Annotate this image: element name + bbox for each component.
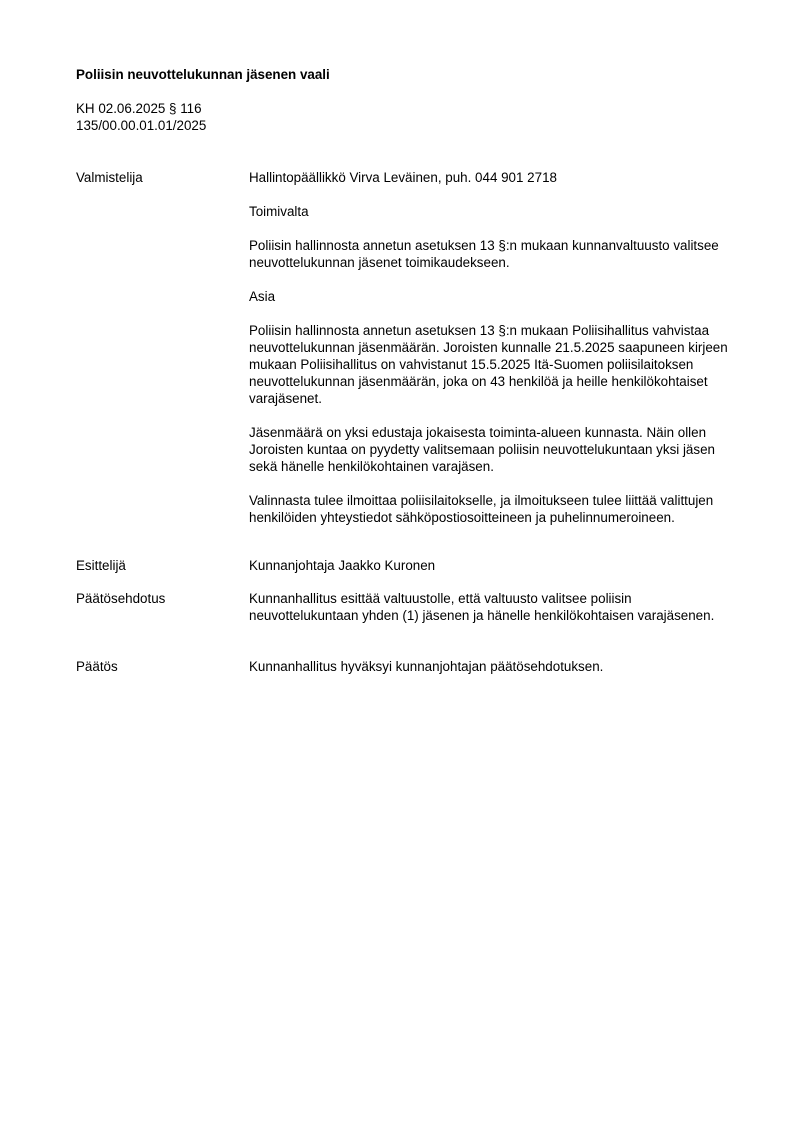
- content-paatosehdotus: [249, 590, 734, 624]
- asia-paragraph-3: Valinnasta tulee ilmoittaa poliisilaitokselle, ja ilmoitukseen tulee liittää valittujen henkilöiden yhteystiedot sähköpostiosoitteineen ja puhelinnumeroineen.: [249, 493, 714, 525]
- decision-paragraph: Kunnanhallitus hyväksyi kunnanjohtajan päätösehdotuksen.: [249, 659, 604, 674]
- label-esittelija: Esittelijä: [76, 558, 126, 573]
- heading-toimivalta: Toimivalta: [249, 204, 309, 219]
- asia-paragraph-1: Poliisin hallinnosta annetun asetuksen 13 §:n mukaan Poliisihallitus vahvistaa neuvottelukunnan jäsenmäärän. Joroisten kunnalle 21.5.2025 saapuneen kirjeen mukaan Poliisihallitus on vahvistanut 15.5.2025 Itä-Suomen poliisilaitoksen neuvottelukunnan jäsenmäärän, joka on 43 henkilöä ja heille henkilökohtaiset varajäsenet.: [249, 323, 728, 406]
- heading-asia: Asia: [249, 289, 276, 304]
- label-paatosehdotus: Päätösehdotus: [76, 591, 166, 606]
- document-meta: [76, 100, 206, 134]
- content-paatos: [249, 658, 734, 675]
- presenter-line: Kunnanjohtaja Jaakko Kuronen: [249, 558, 436, 573]
- label-valmistelija: Valmistelija: [76, 170, 143, 185]
- document-title: Poliisin neuvottelukunnan jäsenen vaali: [76, 67, 330, 82]
- meeting-reference: KH 02.06.2025 § 116: [76, 101, 202, 116]
- record-number: 135/00.00.01.01/2025: [76, 118, 207, 133]
- label-paatos: Päätös: [76, 659, 118, 674]
- toimivalta-paragraph: Poliisin hallinnosta annetun asetuksen 13 §:n mukaan kunnanvaltuusto valitsee neuvottelukunnan jäsenet toimikaudekseen.: [249, 238, 719, 270]
- asia-paragraph-2: Jäsenmäärä on yksi edustaja jokaisesta toiminta-alueen kunnasta. Näin ollen Joroisten kuntaa on pyydetty valitsemaan poliisin neuvottelukuntaan yksi jäsen sekä hänelle henkilökohtainen varajäsen.: [249, 425, 715, 474]
- proposal-paragraph: Kunnanhallitus esittää valtuustolle, että valtuusto valitsee poliisin neuvottelukuntaan yhden (1) jäsenen ja hänelle henkilökohtaisen varajäsenen.: [249, 591, 715, 623]
- content-esittelija: [249, 557, 734, 574]
- preparer-line: Hallintopäällikkö Virva Leväinen, puh. 044 901 2718: [249, 170, 557, 185]
- content-valmistelija: [249, 169, 734, 526]
